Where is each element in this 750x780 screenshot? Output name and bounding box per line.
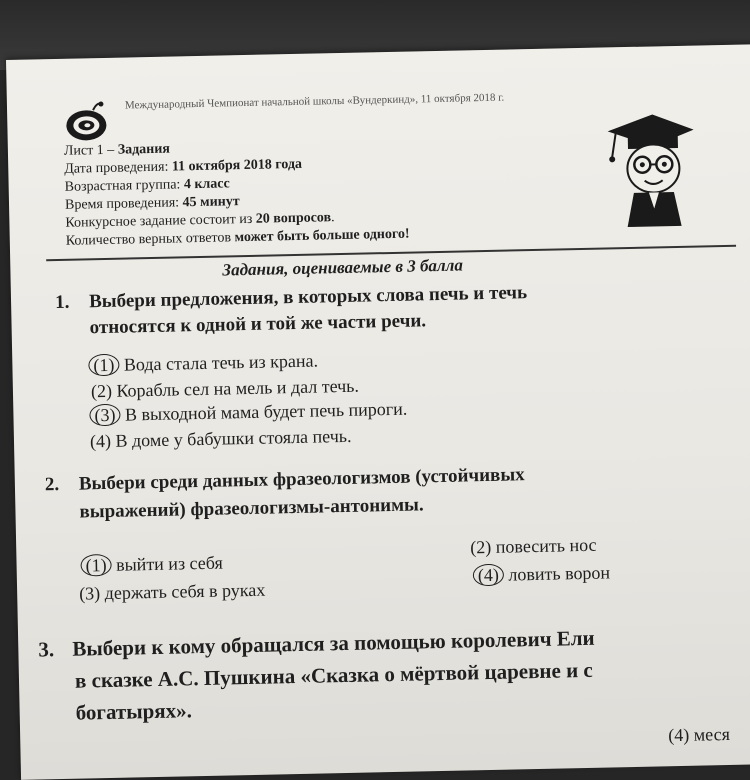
q1-option-2[interactable]: (2) Корабль сел на мель и дал течь. [91, 375, 359, 403]
q1-option-1-mark: (1) [88, 354, 119, 377]
q2-option-2[interactable]: (2) повесить нос [470, 534, 597, 559]
worksheet-page [6, 43, 750, 779]
question-2-number: 2. [45, 473, 79, 498]
question-3-line-3: богатырях». [75, 698, 192, 724]
info-sheet: Лист 1 – Задания [64, 136, 408, 161]
info-date: Дата проведения: 11 октября 2018 года [64, 154, 408, 179]
info-time: Время проведения: 45 минут [65, 190, 409, 215]
q1-option-1[interactable]: (1) Вода стала течь из крана. [92, 350, 318, 377]
graduate-mascot-icon [597, 108, 699, 230]
question-2-line-1: Выбери среди данных фразеологизмов (устойчивых [79, 464, 525, 494]
question-1-line-2: относятся к одной и той же части речи. [89, 309, 426, 340]
q2-option-1[interactable]: (1) выйти из себя [84, 552, 223, 577]
question-3-line-2: в сказке А.С. Пушкина «Сказка о мёртвой царевне и с [75, 658, 593, 693]
question-1-line-1: Выбери предложения, в которых слова печь и течь [89, 282, 527, 312]
q1-option-4[interactable]: (4) В доме у бабушки стояла печь. [90, 425, 352, 452]
q2-option-3[interactable]: (3) держать себя в руках [79, 579, 266, 605]
question-2-line-2: выражений) фразеологизмы-антонимы. [79, 493, 424, 524]
info-block [64, 136, 410, 251]
q2-option-1-mark: (1) [80, 554, 111, 577]
question-1 [55, 281, 527, 315]
q2-option-4-mark: (4) [473, 564, 504, 587]
question-3-line-1: Выбери к кому обращался за помощью королевич Ели [72, 626, 595, 661]
question-3-number: 3. [38, 637, 72, 662]
header-line: Международный Чемпионат начальной школы «Вундеркинд», 11 октября 2018 г. [125, 92, 504, 112]
q2-option-4[interactable]: (4) ловить ворон [477, 561, 611, 586]
q3-option-4-partial[interactable]: (4) меся [668, 723, 730, 746]
question-2 [45, 463, 525, 497]
info-count: Конкурсное задание состоит из 20 вопросов. [65, 208, 409, 233]
section-title: Задания, оцениваемые в 3 балла [222, 255, 463, 280]
snail-logo-icon [63, 98, 110, 145]
q1-option-3-mark: (3) [89, 404, 120, 427]
question-3 [38, 626, 595, 662]
info-answers: Количество верных ответов может быть больше одного! [66, 226, 410, 251]
question-1-number: 1. [55, 290, 89, 315]
info-age: Возрастная группа: 4 класс [65, 172, 409, 197]
q1-option-3[interactable]: (3) В выходной мама будет печь пироги. [93, 398, 407, 427]
